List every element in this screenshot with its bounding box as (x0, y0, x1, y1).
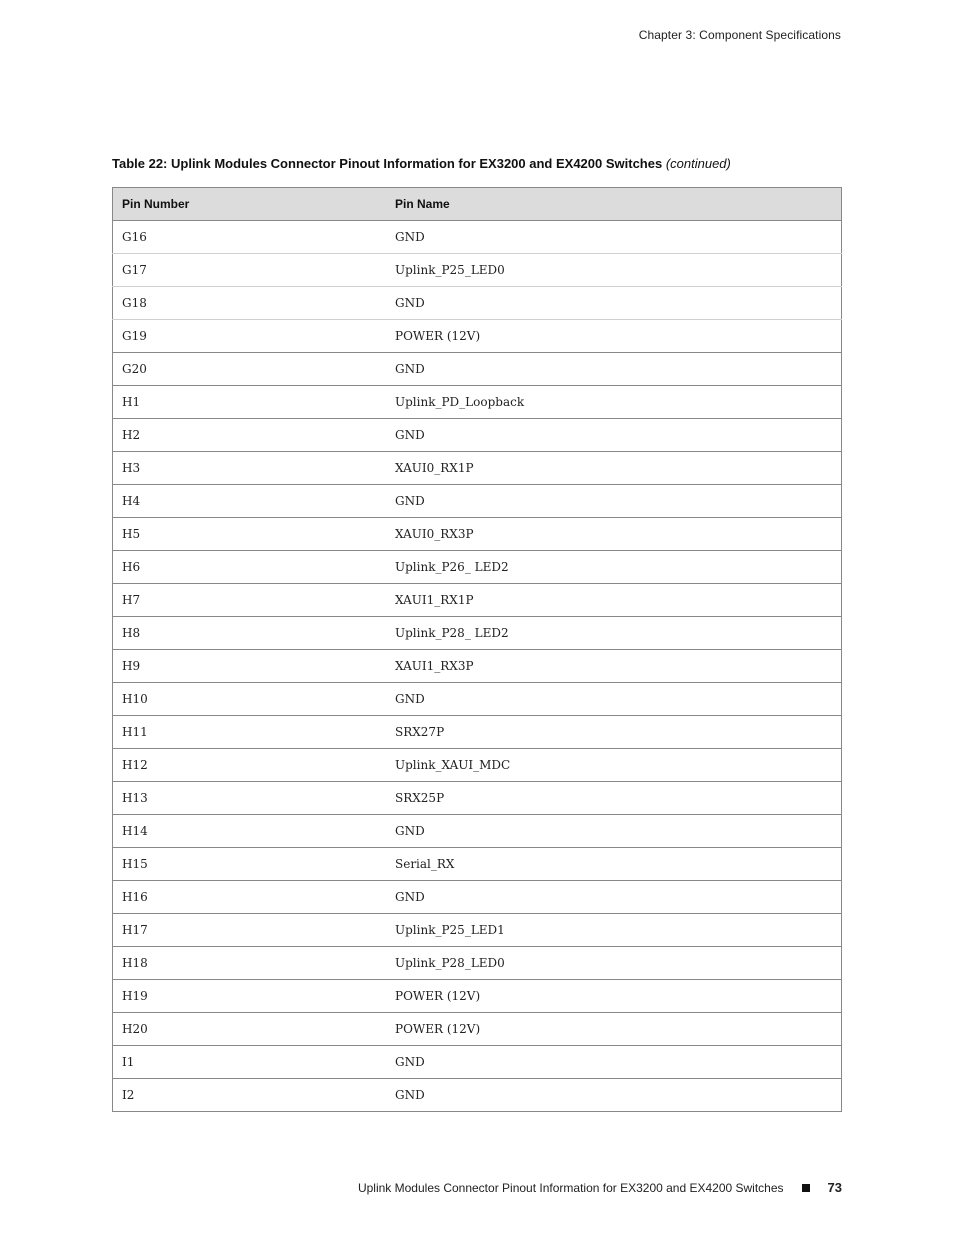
footer-title: Uplink Modules Connector Pinout Information for EX3200 and EX4200 Switches (357, 1180, 784, 1195)
table-row (113, 881, 842, 914)
square-bullet-icon (802, 1184, 810, 1192)
table-row (113, 815, 842, 848)
pin-number-cell: H16 (113, 881, 387, 914)
table-row (113, 287, 842, 320)
pin-name-cell: Uplink_XAUI_MDC (386, 749, 842, 782)
table-caption-title: Table 22: Uplink Modules Connector Pinout Information for EX3200 and EX4200 Switches (112, 156, 663, 171)
pin-name-cell: XAUI1_RX1P (386, 584, 842, 617)
pin-number-cell: G19 (113, 320, 387, 353)
pin-number-cell: G16 (113, 221, 387, 254)
pin-name-cell: XAUI0_RX1P (386, 452, 842, 485)
table-caption-suffix: (continued) (665, 156, 731, 171)
pin-name-cell: GND (386, 881, 842, 914)
pin-name-cell: GND (386, 353, 842, 386)
table-row (113, 1046, 842, 1079)
table-row (113, 584, 842, 617)
table-row (113, 914, 842, 947)
pin-name-cell: Uplink_P28_LED0 (386, 947, 842, 980)
pin-number-cell: H13 (113, 782, 387, 815)
table-row (113, 386, 842, 419)
pin-number-cell: H8 (113, 617, 387, 650)
pin-number-cell: H17 (113, 914, 387, 947)
pin-name-cell: Serial_RX (386, 848, 842, 881)
pin-name-cell: GND (386, 1079, 842, 1112)
pin-number-cell: H18 (113, 947, 387, 980)
pin-number-cell: H11 (113, 716, 387, 749)
table-row (113, 683, 842, 716)
table-row (113, 848, 842, 881)
pin-name-cell: SRX25P (386, 782, 842, 815)
table-row (113, 749, 842, 782)
pin-name-cell: GND (386, 221, 842, 254)
table-row (113, 650, 842, 683)
pin-number-cell: H2 (113, 419, 387, 452)
table-row (113, 353, 842, 386)
pin-name-cell: SRX27P (386, 716, 842, 749)
pin-number-cell: G20 (113, 353, 387, 386)
pin-number-cell: H14 (113, 815, 387, 848)
pin-number-cell: G18 (113, 287, 387, 320)
table-row (113, 617, 842, 650)
pin-number-cell: I2 (113, 1079, 387, 1112)
pin-name-cell: XAUI0_RX3P (386, 518, 842, 551)
pin-number-cell: H10 (113, 683, 387, 716)
pin-number-cell: H4 (113, 485, 387, 518)
pin-number-cell: H9 (113, 650, 387, 683)
page-footer (358, 1180, 842, 1195)
pin-name-cell: Uplink_P25_LED0 (386, 254, 842, 287)
pin-name-cell: Uplink_P26_ LED2 (386, 551, 842, 584)
pin-name-cell: XAUI1_RX3P (386, 650, 842, 683)
pin-name-cell: Uplink_P25_LED1 (386, 914, 842, 947)
page-number: 73 (827, 1180, 842, 1195)
table-row (113, 419, 842, 452)
pin-name-cell: GND (386, 815, 842, 848)
pin-number-cell: I1 (113, 1046, 387, 1079)
running-header: Chapter 3: Component Specifications (638, 28, 841, 42)
pin-name-cell: GND (386, 287, 842, 320)
pinout-table (112, 187, 842, 1112)
pin-name-cell: POWER (12V) (386, 320, 842, 353)
pin-number-cell: H1 (113, 386, 387, 419)
pin-name-cell: GND (386, 419, 842, 452)
table-row (113, 947, 842, 980)
pin-name-cell: GND (386, 1046, 842, 1079)
table-row (113, 782, 842, 815)
pin-number-cell: H19 (113, 980, 387, 1013)
pin-number-cell: G17 (113, 254, 387, 287)
table-row (113, 1079, 842, 1112)
table-row (113, 716, 842, 749)
pin-number-cell: H12 (113, 749, 387, 782)
pin-name-cell: GND (386, 485, 842, 518)
table-header-row (113, 188, 842, 221)
table-row (113, 518, 842, 551)
column-header-pin-number: Pin Number (113, 188, 387, 221)
pin-name-cell: Uplink_PD_Loopback (386, 386, 842, 419)
pin-number-cell: H15 (113, 848, 387, 881)
column-header-pin-name: Pin Name (386, 188, 842, 221)
pin-number-cell: H3 (113, 452, 387, 485)
table-row (113, 485, 842, 518)
pin-number-cell: H5 (113, 518, 387, 551)
pin-number-cell: H6 (113, 551, 387, 584)
pin-number-cell: H7 (113, 584, 387, 617)
table-row (113, 254, 842, 287)
table-row (113, 320, 842, 353)
pin-number-cell: H20 (113, 1013, 387, 1046)
table-row (113, 551, 842, 584)
pin-name-cell: Uplink_P28_ LED2 (386, 617, 842, 650)
pin-name-cell: GND (386, 683, 842, 716)
table-row (113, 221, 842, 254)
pin-name-cell: POWER (12V) (386, 1013, 842, 1046)
table-body (113, 221, 842, 1112)
table-row (113, 452, 842, 485)
pin-name-cell: POWER (12V) (386, 980, 842, 1013)
table-row (113, 980, 842, 1013)
table-row (113, 1013, 842, 1046)
table-caption (112, 156, 731, 171)
